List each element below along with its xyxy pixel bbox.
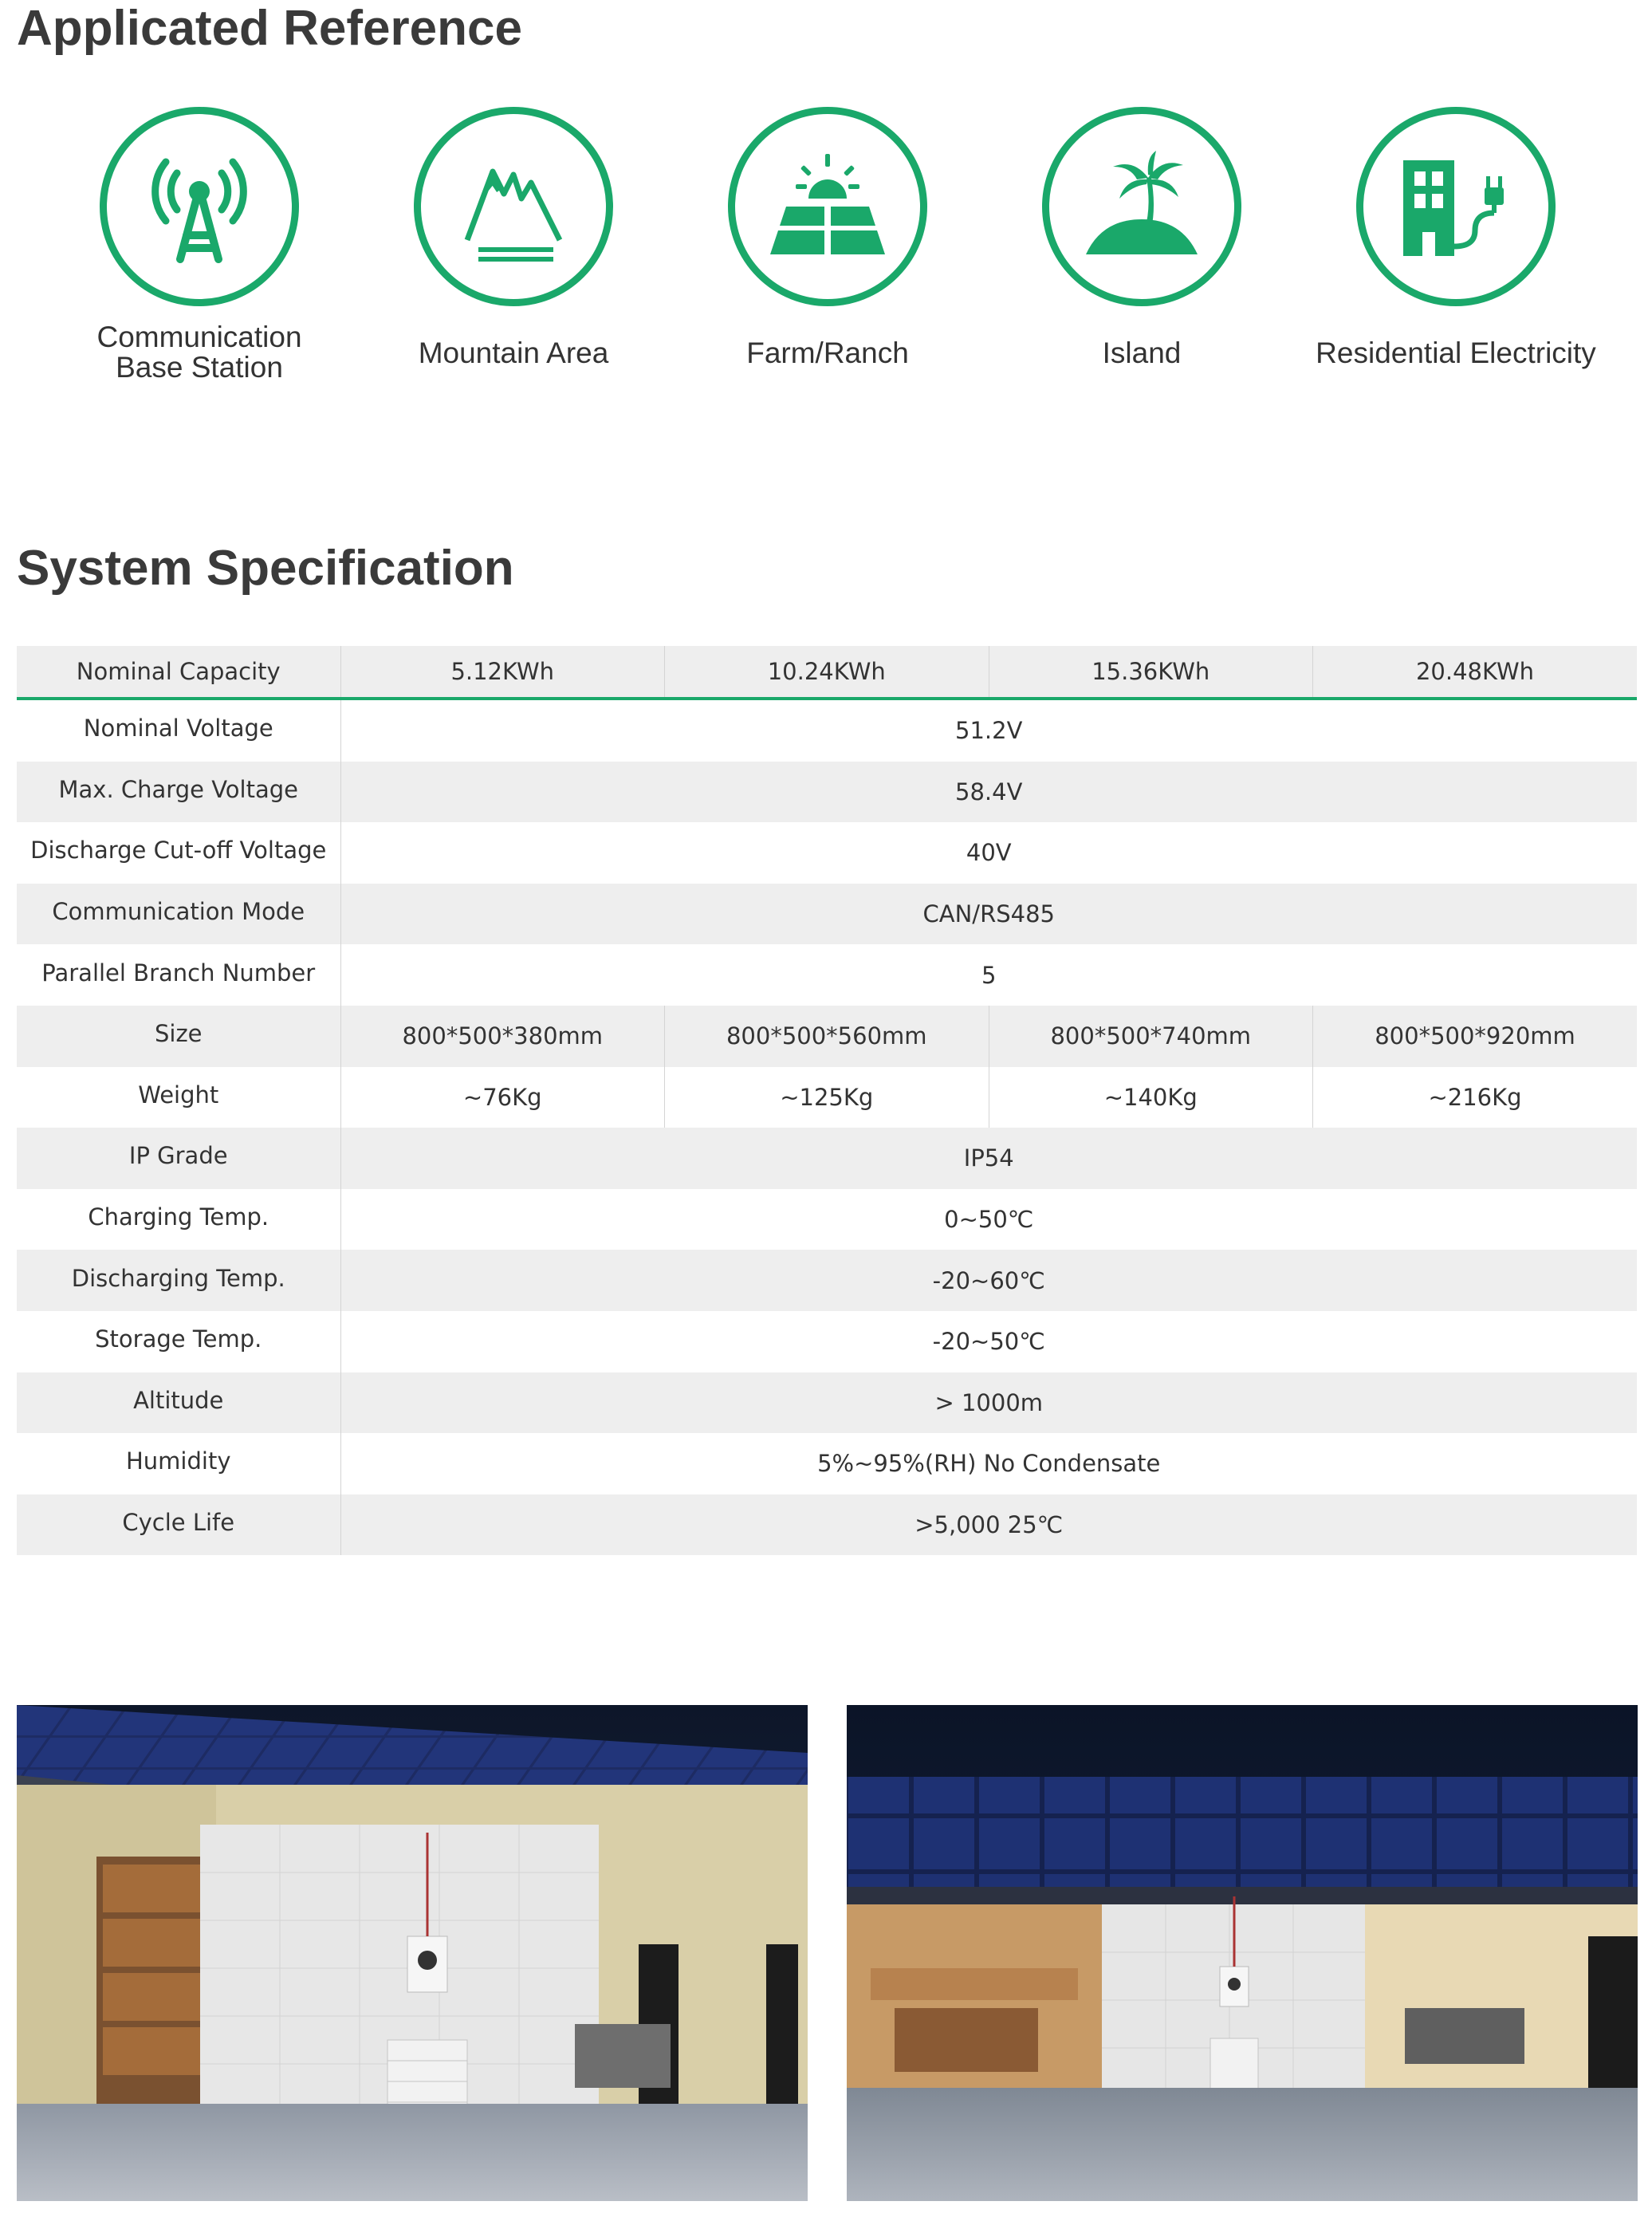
row-value: > 1000m (340, 1372, 1637, 1434)
applicated-reference-title: Applicated Reference (17, 1, 522, 56)
table-row (17, 1067, 1637, 1128)
app-communication-base-station (32, 107, 367, 383)
table-row (17, 1433, 1637, 1494)
table-row (17, 1189, 1637, 1250)
row-value: >5,000 25℃ (340, 1494, 1637, 1556)
row-value: -20~50℃ (340, 1311, 1637, 1372)
table-row (17, 1311, 1637, 1372)
row-label: IP Grade (17, 1128, 340, 1189)
row-value: 58.4V (340, 762, 1637, 823)
row-value: 0~50℃ (340, 1189, 1637, 1250)
row-value: 800*500*740mm (989, 1006, 1313, 1067)
row-label: Nominal Voltage (17, 699, 340, 762)
row-label: Weight (17, 1067, 340, 1128)
table-row (17, 822, 1637, 884)
residential-plug-icon (1356, 107, 1556, 306)
row-value: ~140Kg (989, 1067, 1313, 1128)
header-label: Nominal Capacity (17, 646, 340, 699)
header-capacity: 10.24KWh (665, 646, 989, 699)
app-label: Residential Electricity (1316, 337, 1596, 369)
table-row (17, 884, 1637, 945)
installation-scene-photo-right (847, 1705, 1638, 2201)
row-value: ~76Kg (340, 1067, 665, 1128)
spec-table (17, 646, 1637, 1555)
app-label: Farm/Ranch (746, 337, 909, 369)
app-mountain-area (346, 107, 681, 368)
table-row (17, 762, 1637, 823)
row-value: 800*500*560mm (665, 1006, 989, 1067)
header-capacity: 20.48KWh (1313, 646, 1638, 699)
solar-farm-icon (728, 107, 927, 306)
table-row (17, 944, 1637, 1006)
app-label: Island (1102, 337, 1182, 369)
communication-tower-icon (100, 107, 299, 306)
row-label: Discharge Cut-off Voltage (17, 822, 340, 884)
row-value: 5 (340, 944, 1637, 1006)
row-label: Storage Temp. (17, 1311, 340, 1372)
row-value: ~216Kg (1313, 1067, 1638, 1128)
table-row (17, 1250, 1637, 1311)
row-label: Discharging Temp. (17, 1250, 340, 1311)
row-label: Communication Mode (17, 884, 340, 945)
row-value: 5%~95%(RH) No Condensate (340, 1433, 1637, 1494)
table-row (17, 1006, 1637, 1067)
row-label: Charging Temp. (17, 1189, 340, 1250)
app-label: Communication Base Station (96, 321, 302, 384)
row-value: 40V (340, 822, 1637, 884)
table-row (17, 1494, 1637, 1556)
row-value: 800*500*920mm (1313, 1006, 1638, 1067)
installation-scene-photo-left (17, 1705, 808, 2201)
app-farm-ranch (660, 107, 995, 368)
palm-island-icon (1042, 107, 1241, 306)
row-value: 51.2V (340, 699, 1637, 762)
row-value: -20~60℃ (340, 1250, 1637, 1311)
row-label: Humidity (17, 1433, 340, 1494)
row-label: Cycle Life (17, 1494, 340, 1556)
system-specification-title: System Specification (17, 541, 514, 596)
app-island (974, 107, 1309, 368)
row-label: Altitude (17, 1372, 340, 1434)
application-icons-row (0, 107, 1652, 402)
row-label: Parallel Branch Number (17, 944, 340, 1006)
row-value: 800*500*380mm (340, 1006, 665, 1067)
row-value: ~125Kg (665, 1067, 989, 1128)
row-value: CAN/RS485 (340, 884, 1637, 945)
table-row (17, 1128, 1637, 1189)
header-capacity: 5.12KWh (340, 646, 665, 699)
table-row (17, 1372, 1637, 1434)
table-header-row (17, 646, 1637, 699)
header-capacity: 15.36KWh (989, 646, 1313, 699)
row-value: IP54 (340, 1128, 1637, 1189)
row-label: Max. Charge Voltage (17, 762, 340, 823)
app-label: Mountain Area (418, 337, 609, 369)
table-row (17, 699, 1637, 762)
row-label: Size (17, 1006, 340, 1067)
app-residential-electricity (1288, 107, 1623, 368)
mountain-icon (414, 107, 613, 306)
